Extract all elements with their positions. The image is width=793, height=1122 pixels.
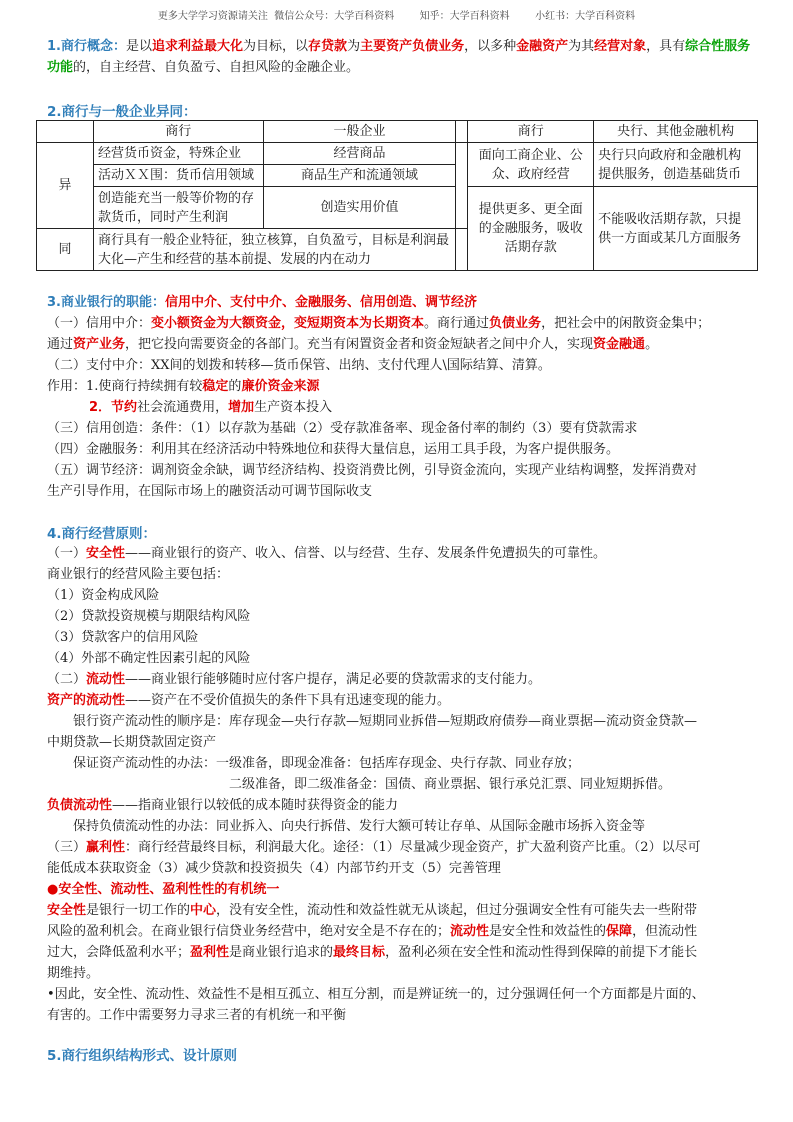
line: （二）支付中介：XX间的划拨和转移—货币保管、出纳、支付代理人\国际结算、清算。 bbox=[47, 358, 551, 373]
table-row bbox=[37, 187, 758, 229]
line bbox=[47, 942, 759, 963]
text: ，把它投向需要资金的各部门。充当有闲置资金者和资金短缺者之间中介人，实现 bbox=[125, 337, 594, 352]
text: 通过 bbox=[47, 337, 74, 352]
text: 为其 bbox=[568, 39, 595, 54]
text: ：商行经营最终目标，利润最大化。途径：（1）尽量减少现金资产，扩大盈利资产比重。（2）以尽可 bbox=[125, 840, 701, 855]
line: 二级准备，即二级准备金：国债、商业票据、银行承兑汇票、同业短期拆借。 bbox=[229, 777, 672, 792]
highlight: 主要资产负债业务 bbox=[360, 39, 465, 54]
highlight: 保障 bbox=[606, 924, 633, 939]
header-enterprise: 一般企业 bbox=[263, 121, 456, 143]
table-cell: 央行只向政府和金融机构提供服务，创造基础货币 bbox=[594, 143, 758, 187]
text: （三） bbox=[47, 840, 87, 855]
line bbox=[47, 376, 759, 397]
highlight: 变小额资金为大额资金，变短期资本为长期资本 bbox=[151, 316, 425, 331]
line bbox=[47, 690, 759, 711]
page-header: 更多大学学习资源请关注 微信公众号：大学百科资料 知乎：大学百科资料 小红书：大学百科资料 bbox=[157, 11, 636, 22]
text: 社会流通费用， bbox=[137, 400, 229, 415]
table-cell: 面向工商企业、公众、政府经营 bbox=[468, 143, 594, 187]
line: （2）贷款投资规模与期限结构风险 bbox=[47, 609, 251, 624]
text: 是银行一切工作的 bbox=[86, 903, 191, 918]
highlight: 最终目标 bbox=[333, 945, 386, 960]
text: ——商业银行的资产、收入、信誉、以与经营、生存、发展条件免遭损失的可靠性。 bbox=[125, 546, 607, 561]
text: （一）信用中介： bbox=[47, 316, 152, 331]
highlight: 金融资产 bbox=[516, 39, 569, 54]
line: （四）金融服务：利用其在经济活动中特殊地位和获得大量信息，运用工具手段，为客户提供服务。 bbox=[47, 442, 620, 457]
text: ——指商业银行以较低的成本随时获得资金的能力 bbox=[112, 798, 399, 813]
line: （三）信用创造：条件：（1）以存款为基础（2）受存款准备率、现金备付率的制约（3）要有贷款需求 bbox=[47, 421, 638, 436]
highlight: 信用中介、支付中介、金融服务、信用创造、调节经济 bbox=[164, 295, 477, 310]
text: 风险的盈利机会。在商业银行信贷业务经营中，绝对安全是不存在的； bbox=[47, 924, 451, 939]
header-central: 央行、其他金融机构 bbox=[594, 121, 758, 143]
highlight: 流动性 bbox=[450, 924, 490, 939]
line: （1）资金构成风险 bbox=[47, 588, 160, 603]
line: （4）外部不确定性因素引起的风险 bbox=[47, 651, 251, 666]
text: ——商业银行能够随时应付客户提存，满足必要的贷款需求的支付能力。 bbox=[125, 672, 542, 687]
line bbox=[47, 669, 759, 690]
text: （二） bbox=[47, 672, 87, 687]
table-cell: 商品生产和流通领域 bbox=[263, 165, 456, 187]
section-3-title: 3.商业银行的职能： bbox=[47, 295, 165, 310]
header-bank-2: 商行 bbox=[468, 121, 594, 143]
line: 保持负债流动性的办法：同业拆入、向央行拆借、发行大额可转让存单、从国际金融市场拆入资金等 bbox=[73, 819, 646, 834]
highlight: 负债业务 bbox=[489, 316, 542, 331]
highlight-green: 综合性服务功能 bbox=[47, 39, 751, 75]
line bbox=[47, 921, 759, 942]
table-cell: 提供更多、更全面的金融服务，吸收活期存款 bbox=[468, 187, 594, 271]
highlight: 廉价资金来源 bbox=[241, 379, 320, 394]
comparison-table bbox=[36, 120, 758, 271]
line: •因此，安全性、流动性、效益性不是相互孤立、相互分割，而是辨证统一的，过分强调任何一个方面都是片面的、 bbox=[47, 987, 705, 1002]
highlight: 负债流动性 bbox=[47, 798, 113, 813]
highlight: 增加 bbox=[228, 400, 255, 415]
text: 过大，会降低盈利水平； bbox=[47, 945, 191, 960]
text: 为 bbox=[347, 39, 361, 54]
text: ，但流动性 bbox=[632, 924, 698, 939]
highlight: 中心 bbox=[190, 903, 217, 918]
highlight: 安全性 bbox=[47, 903, 87, 918]
same-label: 同 bbox=[37, 229, 94, 271]
highlight: 稳定 bbox=[202, 379, 229, 394]
line bbox=[47, 837, 759, 858]
text: ，具有 bbox=[646, 39, 686, 54]
text: 是安全性和效益性的 bbox=[489, 924, 607, 939]
text: 作用：1.使商行持续拥有较 bbox=[47, 379, 203, 394]
table-cell bbox=[37, 121, 94, 143]
highlight: 存贷款 bbox=[308, 39, 348, 54]
table-row bbox=[37, 143, 758, 165]
section-4-title: 4.商行经营原则： bbox=[47, 526, 157, 542]
highlight: 经营对象 bbox=[594, 39, 647, 54]
table-cell: 经营商品 bbox=[263, 143, 456, 165]
line: （五）调节经济：调剂资金余缺，调节经济结构、投资消费比例，引导资金流向，实现产业结构调整，发挥消费对 bbox=[47, 463, 698, 478]
text: ，把社会中的闲散资金集中； bbox=[541, 316, 711, 331]
text: 生产资本投入 bbox=[254, 400, 333, 415]
line: 有害的。工作中需要努力寻求三者的有机统一和平衡 bbox=[47, 1008, 347, 1023]
table-cell: 经营货币资金，特殊企业 bbox=[93, 143, 263, 165]
table-row bbox=[37, 121, 758, 143]
unity-heading: ●安全性、流动性、盈利性性的有机统一 bbox=[47, 882, 280, 897]
text: 的，自主经营、自负盈亏、自担风险的金融企业。 bbox=[73, 60, 360, 75]
line bbox=[47, 334, 759, 355]
table-cell: 创造能充当一般等价物的存款货币，同时产生利润 bbox=[93, 187, 263, 229]
line: 银行资产流动性的顺序是：库存现金—央行存款—短期同业拆借—短期政府债券—商业票据—流动资金贷款— bbox=[73, 714, 698, 729]
header-bank: 商行 bbox=[93, 121, 263, 143]
diff-label: 异 bbox=[37, 143, 94, 229]
text: 。商行通过 bbox=[424, 316, 490, 331]
section-1-title: 1. bbox=[47, 39, 61, 54]
spacer-cell bbox=[456, 143, 468, 229]
text: 的 bbox=[228, 379, 242, 394]
line: 保证资产流动性的办法：一级准备，即现金准备：包括库存现金、央行存款、同业存放； bbox=[73, 756, 581, 771]
text: ，没有安全性，流动性和效益性就无从谈起，但过分强调安全性有可能失去一些附带 bbox=[216, 903, 698, 918]
table-cell: 创造实用价值 bbox=[263, 187, 456, 229]
highlight: 盈利性 bbox=[190, 945, 230, 960]
highlight: 赢利性 bbox=[86, 840, 126, 855]
line bbox=[47, 543, 759, 564]
highlight: 流动性 bbox=[86, 672, 126, 687]
line bbox=[47, 900, 759, 921]
text: 是商业银行追求的 bbox=[229, 945, 334, 960]
line bbox=[47, 795, 759, 816]
text: 。 bbox=[645, 337, 659, 352]
text: （一） bbox=[47, 546, 87, 561]
highlight: 资产的流动性 bbox=[47, 693, 126, 708]
line: 生产引导作用，在国际市场上的融资活动可调节国际收支 bbox=[47, 484, 373, 499]
line: 能低成本获取资金（3）减少贷款和投资损失（4）内部节约开支（5）完善管理 bbox=[47, 861, 501, 876]
table-cell: 商行具有一般企业特征，独立核算，自负盈亏，目标是利润最大化—产生和经营的基本前提、发展的内在动力 bbox=[93, 229, 455, 271]
table-cell: 活动ＸＸ围：货币信用领域 bbox=[93, 165, 263, 187]
line bbox=[47, 313, 759, 334]
text: 为目标，以 bbox=[243, 39, 309, 54]
text: 是以 bbox=[126, 39, 153, 54]
text: ，盈利必须在安全性和流动性得到保障的前提下才能长 bbox=[385, 945, 698, 960]
line bbox=[89, 397, 793, 418]
line: （3）贷款客户的信用风险 bbox=[47, 630, 199, 645]
section-1-paragraph bbox=[47, 36, 759, 78]
highlight: 节约 bbox=[111, 400, 138, 415]
line: 商业银行的经营风险主要包括： bbox=[47, 567, 230, 582]
section-1-title-text: 商行概念： bbox=[60, 39, 126, 54]
text: ，以多种 bbox=[464, 39, 517, 54]
line: 中期贷款—长期贷款固定资产 bbox=[47, 735, 217, 750]
highlight: 追求利益最大化 bbox=[152, 39, 244, 54]
spacer-cell bbox=[456, 229, 468, 271]
text: 2． bbox=[89, 400, 112, 415]
highlight: 资产业务 bbox=[73, 337, 126, 352]
section-2-title: 2.商行与一般企业异同： bbox=[47, 104, 197, 120]
highlight: 安全性 bbox=[86, 546, 126, 561]
section-5-title: 5.商行组织结构形式、设计原则 bbox=[47, 1048, 238, 1064]
table-cell: 不能吸收活期存款，只提供一方面或某几方面服务 bbox=[594, 187, 758, 271]
highlight: 资金融通 bbox=[593, 337, 646, 352]
spacer-cell bbox=[456, 121, 468, 143]
line: 期维持。 bbox=[47, 966, 100, 981]
section-3-title-line bbox=[47, 292, 759, 313]
text: ——资产在不受价值损失的条件下具有迅速变现的能力。 bbox=[125, 693, 451, 708]
